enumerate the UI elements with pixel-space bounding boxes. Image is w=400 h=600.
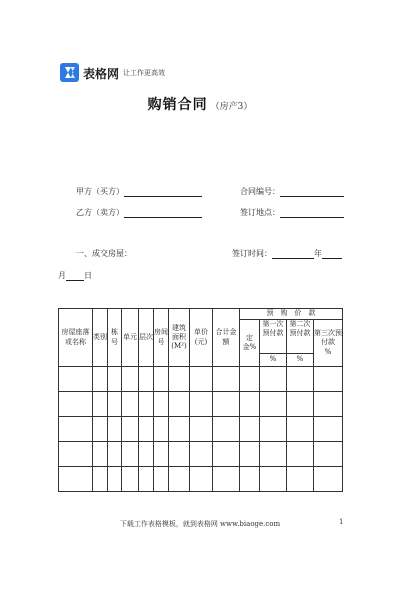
table-cell[interactable] (154, 442, 169, 467)
logo-icon (60, 63, 79, 82)
table-row (59, 442, 343, 467)
table-cell[interactable] (93, 442, 108, 467)
party-b-field (76, 207, 202, 218)
table-cell[interactable] (139, 442, 154, 467)
table-cell[interactable] (190, 442, 213, 467)
page-subtitle: （房产3） (210, 102, 253, 112)
day-label: 日 (84, 271, 92, 280)
table-row (59, 417, 343, 442)
table-cell[interactable] (287, 417, 314, 442)
header-unit-price: 单价(元) (190, 309, 213, 367)
table-cell[interactable] (93, 467, 108, 492)
date-continued-field (58, 270, 92, 281)
table-cell[interactable] (213, 467, 240, 492)
table-cell[interactable] (122, 442, 139, 467)
table-cell[interactable] (314, 442, 343, 467)
table-cell[interactable] (213, 442, 240, 467)
page-title-block (0, 94, 400, 114)
table-cell[interactable] (122, 417, 139, 442)
sign-time-label: 签订时间： (232, 249, 272, 258)
table-cell[interactable] (108, 442, 122, 467)
header-third-pay: 第三次预付款 (314, 329, 342, 347)
header-total: 合计金额 (213, 309, 240, 367)
table-cell[interactable] (213, 417, 240, 442)
table-cell[interactable] (169, 367, 190, 392)
table-cell[interactable] (240, 467, 260, 492)
table-cell[interactable] (93, 417, 108, 442)
table-cell[interactable] (260, 417, 287, 442)
table-cell[interactable] (154, 467, 169, 492)
header-third-pay-percent: % (324, 347, 332, 356)
contract-no-blank[interactable] (280, 187, 344, 197)
table-cell[interactable] (260, 467, 287, 492)
table-cell[interactable] (154, 417, 169, 442)
table-cell[interactable] (190, 417, 213, 442)
header-location: 房屋座落或名称 (59, 309, 93, 367)
property-table (58, 308, 343, 492)
header-second-pay-percent: % (287, 354, 314, 367)
header-room: 房间号 (154, 309, 169, 367)
table-cell[interactable] (108, 367, 122, 392)
day-blank[interactable] (66, 271, 84, 281)
table-cell[interactable] (240, 367, 260, 392)
sign-place-label: 签订地点： (240, 208, 280, 217)
table-cell[interactable] (314, 467, 343, 492)
table-cell[interactable] (154, 367, 169, 392)
table-cell[interactable] (287, 442, 314, 467)
table-cell[interactable] (169, 392, 190, 417)
table-cell[interactable] (59, 392, 93, 417)
table-cell[interactable] (314, 392, 343, 417)
sign-place-blank[interactable] (280, 208, 344, 218)
header-first-pay: 第一次预付款 (260, 320, 287, 354)
table-cell[interactable] (240, 442, 260, 467)
table-row (59, 467, 343, 492)
header-deposit: 定金% (240, 320, 260, 367)
header-category: 类别 (93, 309, 108, 367)
table-cell[interactable] (190, 467, 213, 492)
header-area: 建筑面积(M²) (169, 309, 190, 367)
table-cell[interactable] (287, 367, 314, 392)
table-cell[interactable] (59, 442, 93, 467)
table-cell[interactable] (59, 417, 93, 442)
party-b-blank[interactable] (124, 208, 202, 218)
table-cell[interactable] (213, 367, 240, 392)
table-cell[interactable] (59, 467, 93, 492)
brand-name: 表格网 (83, 67, 120, 81)
month-blank[interactable] (322, 249, 342, 259)
table-cell[interactable] (122, 467, 139, 492)
table-cell[interactable] (260, 367, 287, 392)
party-a-field (76, 186, 202, 197)
table-cell[interactable] (240, 392, 260, 417)
table-cell[interactable] (108, 392, 122, 417)
table-cell[interactable] (139, 467, 154, 492)
table-cell[interactable] (287, 467, 314, 492)
table-cell[interactable] (93, 367, 108, 392)
year-label: 年 (314, 249, 322, 258)
brand-slogan: 让工作更高效 (123, 69, 165, 77)
table-cell[interactable] (122, 367, 139, 392)
sign-time-field (232, 248, 342, 259)
header-first-pay-percent: % (260, 354, 287, 367)
page-title: 购销合同 (147, 97, 208, 113)
table-cell[interactable] (260, 392, 287, 417)
header-prepay-group: 预 购 价 款 (240, 309, 343, 320)
table-cell[interactable] (213, 392, 240, 417)
table-cell[interactable] (93, 392, 108, 417)
header-building: 栋号 (108, 309, 122, 367)
table-cell[interactable] (139, 367, 154, 392)
table-cell[interactable] (139, 392, 154, 417)
table-cell[interactable] (108, 467, 122, 492)
table-row (59, 392, 343, 417)
table-row (59, 367, 343, 392)
party-a-blank[interactable] (124, 187, 202, 197)
table-cell[interactable] (314, 367, 343, 392)
header-third-pay-cell (314, 320, 343, 367)
table-cell[interactable] (108, 417, 122, 442)
footer-text: 下载工作表格模板，就到表格网 www.biaoge.com (119, 520, 281, 528)
table-cell[interactable] (169, 442, 190, 467)
month-label: 月 (58, 271, 66, 280)
section-1-heading: 一、成交房屋： (76, 249, 132, 258)
table-cell[interactable] (240, 417, 260, 442)
header-second-pay: 第二次预付款 (287, 320, 314, 354)
table-cell[interactable] (169, 467, 190, 492)
table-cell[interactable] (190, 392, 213, 417)
contract-no-label: 合同编号： (240, 187, 280, 196)
table-cell[interactable] (314, 417, 343, 442)
table-cell[interactable] (122, 392, 139, 417)
sign-place-field (240, 207, 344, 218)
table-cell[interactable] (287, 392, 314, 417)
header-unit: 单元 (122, 309, 139, 367)
table-cell[interactable] (59, 367, 93, 392)
table-cell[interactable] (154, 392, 169, 417)
header-floor: 层次 (139, 309, 154, 367)
party-b-label: 乙方（卖方） (76, 208, 124, 217)
table-cell[interactable] (139, 417, 154, 442)
table-cell[interactable] (260, 442, 287, 467)
party-a-label: 甲方（买方） (76, 187, 124, 196)
table-cell[interactable] (190, 367, 213, 392)
year-blank[interactable] (272, 249, 314, 259)
page-number: 1 (339, 518, 344, 526)
contract-no-field (240, 186, 344, 197)
table-cell[interactable] (169, 417, 190, 442)
